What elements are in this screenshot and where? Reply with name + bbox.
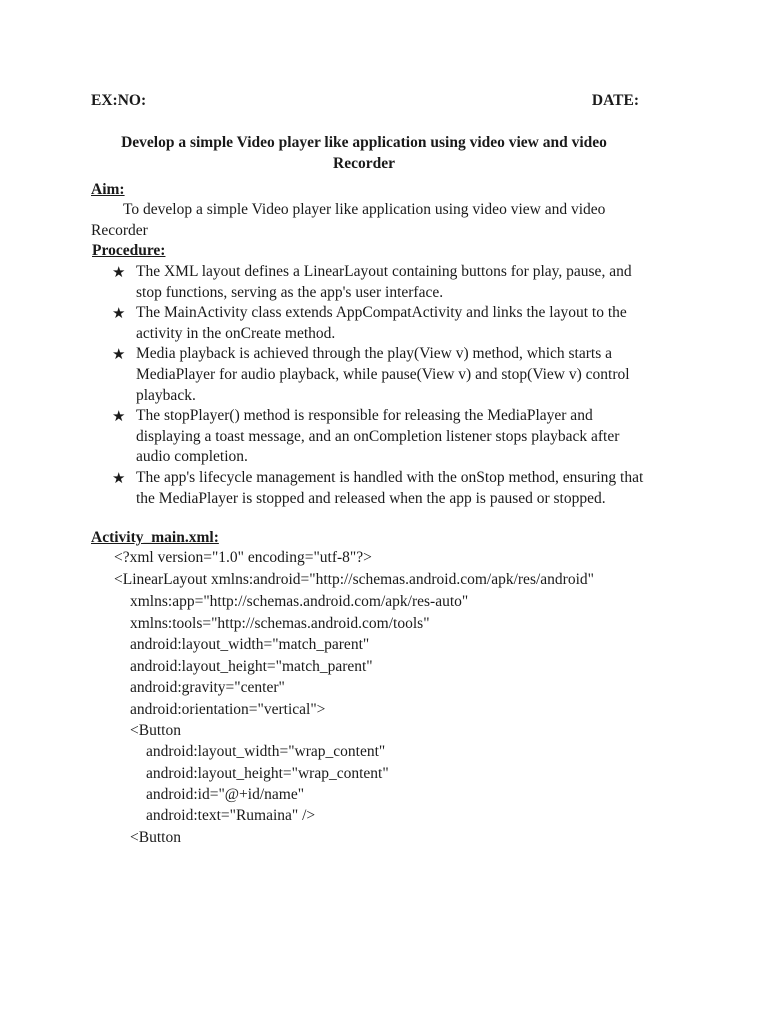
procedure-item: [112, 303, 652, 344]
code-line: android:layout_height="match_parent": [130, 658, 373, 675]
procedure-item: [112, 468, 652, 509]
procedure-item-text: Media playback is achieved through the play(View v) method, which starts a MediaPlayer for audio playback, while pause(View v) and stop(View v) control playback.: [136, 345, 630, 404]
code-line: <LinearLayout xmlns:android="http://schemas.android.com/apk/res/android": [114, 571, 594, 588]
star-icon: ★: [112, 345, 126, 364]
procedure-item-text: The MainActivity class extends AppCompatActivity and links the layout to the activity in the onCreate method.: [136, 304, 627, 342]
activity-main-heading: Activity_main.xml:: [91, 529, 219, 546]
procedure-item-text: The XML layout defines a LinearLayout containing buttons for play, pause, and stop functions, serving as the app's user interface.: [136, 263, 632, 301]
star-icon: ★: [112, 407, 126, 426]
code-line: <?xml version="1.0" encoding="utf-8"?>: [114, 549, 372, 566]
star-icon: ★: [112, 304, 126, 323]
star-icon: ★: [112, 468, 126, 487]
aim-text: To develop a simple Video player like application using video view and video Recorder: [91, 201, 606, 239]
ex-no-label: EX:NO:: [91, 92, 147, 109]
code-line: android:gravity="center": [130, 679, 285, 696]
star-icon: ★: [112, 263, 126, 281]
code-line: android:layout_height="wrap_content": [146, 765, 389, 782]
procedure-list: [112, 262, 652, 509]
code-line: android:text="Rumaina" />: [146, 807, 316, 824]
code-line: <Button: [130, 829, 181, 846]
procedure-item: [112, 344, 652, 406]
procedure-item: [112, 262, 652, 303]
code-line: xmlns:app="http://schemas.android.com/apk/res-auto": [130, 593, 469, 610]
code-line: xmlns:tools="http://schemas.android.com/tools": [130, 615, 430, 632]
aim-heading: Aim:: [91, 181, 125, 198]
code-line: <Button: [130, 722, 181, 739]
code-line: android:layout_width="wrap_content": [146, 743, 386, 760]
code-line: android:orientation="vertical">: [130, 701, 326, 718]
procedure-item-text: The stopPlayer() method is responsible for releasing the MediaPlayer and displaying a toast message, and an onCompletion listener stops playback after audio completion.: [136, 407, 620, 466]
document-title: Develop a simple Video player like application using video view and video Recorder: [121, 134, 607, 172]
procedure-heading: Procedure:: [92, 242, 166, 259]
code-line: android:id="@+id/name": [146, 786, 305, 803]
date-label: DATE:: [591, 92, 639, 109]
procedure-item: [112, 406, 652, 468]
header-row: [91, 92, 639, 112]
code-line: android:layout_width="match_parent": [130, 636, 370, 653]
procedure-item-text: The app's lifecycle management is handled with the onStop method, ensuring that the MediaPlayer is stopped and released when the app is paused or stopped.: [136, 468, 644, 507]
